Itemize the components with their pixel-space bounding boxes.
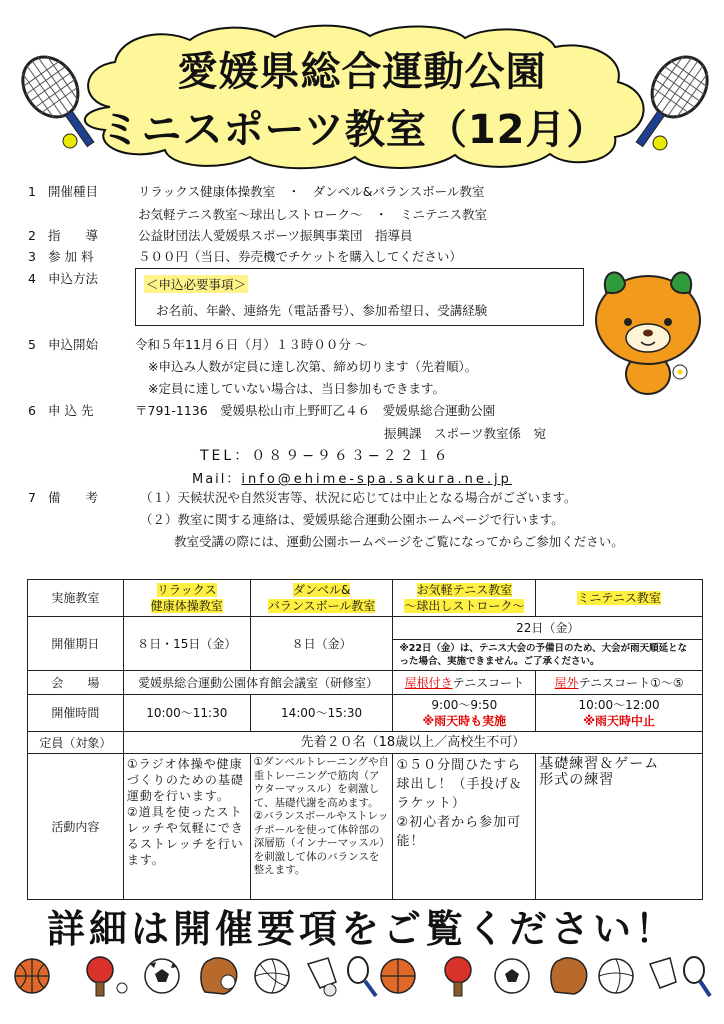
time-cell: 14:00〜15:30	[250, 695, 393, 732]
time-value: 10:00〜12:00	[578, 698, 660, 712]
soccer-ball-icon	[145, 959, 179, 993]
venue-highlight: 屋外	[554, 675, 579, 690]
class-name: ミニテニス教室	[577, 591, 661, 605]
table-tennis-icon	[445, 957, 471, 996]
activity-text: 基礎練習＆ゲーム	[539, 756, 660, 772]
tel-number: TEL：０８９−９６３−２２１６	[200, 448, 451, 464]
class-name: リラックス	[156, 583, 217, 597]
venue-cell: 愛媛県総合運動公園体育館会議室（研修室）	[123, 671, 393, 695]
activity-text: 形式の練習	[539, 772, 615, 788]
notice-body: お名前、年齢、連絡先（電話番号）、参加希望日、受講経験	[156, 303, 488, 318]
tennis-racket-icon	[348, 957, 376, 996]
item-number: 6	[28, 403, 36, 418]
item-value: ５００円（当日、券売機でチケットを購入してください）	[138, 249, 462, 264]
table-row	[28, 754, 703, 900]
page-title-line1: 愛媛県総合運動公園	[177, 49, 547, 95]
capacity-cell: 先着２０名（18歳以上／高校生不可）	[123, 732, 702, 754]
volleyball-icon	[255, 959, 289, 993]
soccer-ball-icon	[495, 959, 529, 993]
activity-cell	[536, 754, 703, 900]
baseball-glove-icon	[201, 958, 237, 994]
tennis-racket-icon	[622, 45, 712, 165]
venue-text: テニスコート①〜⑤	[578, 675, 684, 690]
basketball-icon	[15, 959, 49, 993]
activity-text: ②バランスボールやストレッチポールを使って体幹部の深層筋（インナーマッスル）を刺激して体のバランスを整えます。	[253, 810, 389, 876]
item-value: （２）教室に関する連絡は、愛媛県総合運動公園ホームページで行います。	[140, 512, 564, 527]
class-cell	[393, 580, 536, 617]
row-label: 定員（対象）	[28, 732, 124, 754]
class-cell	[123, 580, 250, 617]
activity-cell	[393, 754, 536, 900]
class-cell	[250, 580, 393, 617]
activity-text: ①ラジオ体操や健康づくりのための基礎運動を行います。	[126, 757, 244, 803]
item-value: 〒791-1136 愛媛県松山市上野町乙４６ 愛媛県総合運動公園	[135, 403, 496, 418]
row-label: 開催時間	[28, 695, 124, 732]
item-label: 備 考	[48, 490, 99, 505]
class-name: 健康体操教室	[150, 599, 223, 613]
rain-note: ※雨天時中止	[583, 714, 655, 728]
venue-cell	[536, 671, 703, 695]
tennis-racket-icon	[684, 957, 710, 996]
sports-icon-row	[10, 952, 714, 1002]
mail-label: Mail：	[192, 472, 242, 487]
mascot-icon	[588, 262, 710, 398]
item-label: 参 加 料	[48, 249, 94, 264]
shuttlecock-icon	[650, 958, 676, 988]
activity-text: ②初心者から参加可能！	[396, 815, 522, 849]
item-number: 7	[28, 490, 36, 505]
schedule-table	[27, 579, 703, 900]
item-value: お気軽テニス教室〜球出しストローク〜 ・ ミニテニス教室	[138, 207, 488, 222]
page-title-line2: ミニスポーツ教室（12月）	[100, 107, 608, 153]
item-label: 申込開始	[48, 337, 99, 352]
volleyball-icon	[599, 959, 633, 993]
venue-highlight: 屋根付き	[404, 675, 453, 690]
activity-text: ①ダンベルトレーニングや自重トレーニングで筋肉（アウターマッスル）を刺激して、基礎代謝を高めます。	[253, 756, 389, 809]
activity-text: ②道具を使ったストレッチや気軽にできるストレッチを行います。	[126, 805, 244, 867]
baseball-glove-icon	[551, 958, 587, 994]
row-label: 開催期日	[28, 617, 124, 671]
time-cell: 10:00〜11:30	[123, 695, 250, 732]
row-label: 会 場	[28, 671, 124, 695]
table-row	[28, 617, 703, 671]
item-value: リラックス健康体操教室 ・ ダンベル&バランスボール教室	[138, 184, 485, 199]
basketball-icon	[381, 959, 415, 993]
activity-cell	[250, 754, 393, 900]
class-name: バランスボール教室	[267, 599, 376, 613]
item-value: 教室受講の際には、運動公園ホームページをご覧になってからご参加ください。	[174, 534, 624, 549]
activity-cell	[123, 754, 250, 900]
class-name: 〜球出しストローク〜	[404, 599, 525, 613]
venue-text: テニスコート	[452, 675, 525, 690]
item-value: 令和５年11月６日（月）１３時００分 〜	[135, 337, 368, 352]
row-label: 活動内容	[28, 754, 124, 900]
class-cell	[536, 580, 703, 617]
date-value: 22日（金）	[393, 617, 702, 640]
row-label: 実施教室	[28, 580, 124, 617]
notice-title: ＜申込必要事項＞	[146, 277, 247, 292]
rain-note: ※雨天時も実施	[422, 714, 507, 728]
footer-message: 詳細は開催要項をご覧ください！	[46, 907, 677, 951]
item-number: 4	[28, 271, 36, 286]
date-cell: ８日・15日（金）	[123, 617, 250, 671]
item-number: 2	[28, 228, 36, 243]
table-row	[28, 580, 703, 617]
date-cell	[393, 617, 703, 671]
time-cell	[536, 695, 703, 732]
item-value: ※定員に達していない場合は、当日参加もできます。	[148, 381, 445, 396]
shuttlecock-icon	[308, 958, 336, 996]
date-note: ※22日（金）は、テニス大会の予備日のため、大会が雨天順延となった場合、実施できません。ご了承ください。	[399, 643, 688, 667]
table-row	[28, 732, 703, 754]
class-name: ダンベル&	[292, 583, 351, 597]
item-value: ※申込み人数が定員に達し次第、締め切ります（先着順）。	[148, 359, 478, 374]
item-number: 3	[28, 249, 36, 264]
date-cell: ８日（金）	[250, 617, 393, 671]
item-number: 5	[28, 337, 36, 352]
item-label: 申 込 先	[48, 403, 94, 418]
tennis-racket-icon	[18, 45, 108, 165]
item-value: （１）天候状況や自然災害等、状況に応じては中止となる場合がございます。	[140, 490, 577, 505]
time-value: 9:00〜9:50	[431, 698, 498, 712]
table-tennis-icon	[87, 957, 127, 996]
activity-text: ①５０分間ひたすら球出し！（手投げ＆ラケット）	[396, 758, 523, 811]
table-row	[28, 695, 703, 732]
email-link[interactable]: info@ehime-spa.sakura.ne.jp	[241, 472, 512, 487]
item-value: 公益財団法人愛媛県スポーツ振興事業団 指導員	[138, 228, 413, 243]
class-name: お気軽テニス教室	[416, 583, 513, 597]
item-value: 振興課 スポーツ教室係 宛	[384, 426, 547, 441]
item-label: 開催種目	[48, 184, 99, 199]
venue-cell	[393, 671, 536, 695]
time-cell	[393, 695, 536, 732]
item-label: 指 導	[48, 228, 99, 243]
item-number: 1	[28, 184, 36, 199]
application-requirements-box	[135, 268, 584, 326]
table-row	[28, 671, 703, 695]
item-label: 申込方法	[48, 271, 99, 286]
